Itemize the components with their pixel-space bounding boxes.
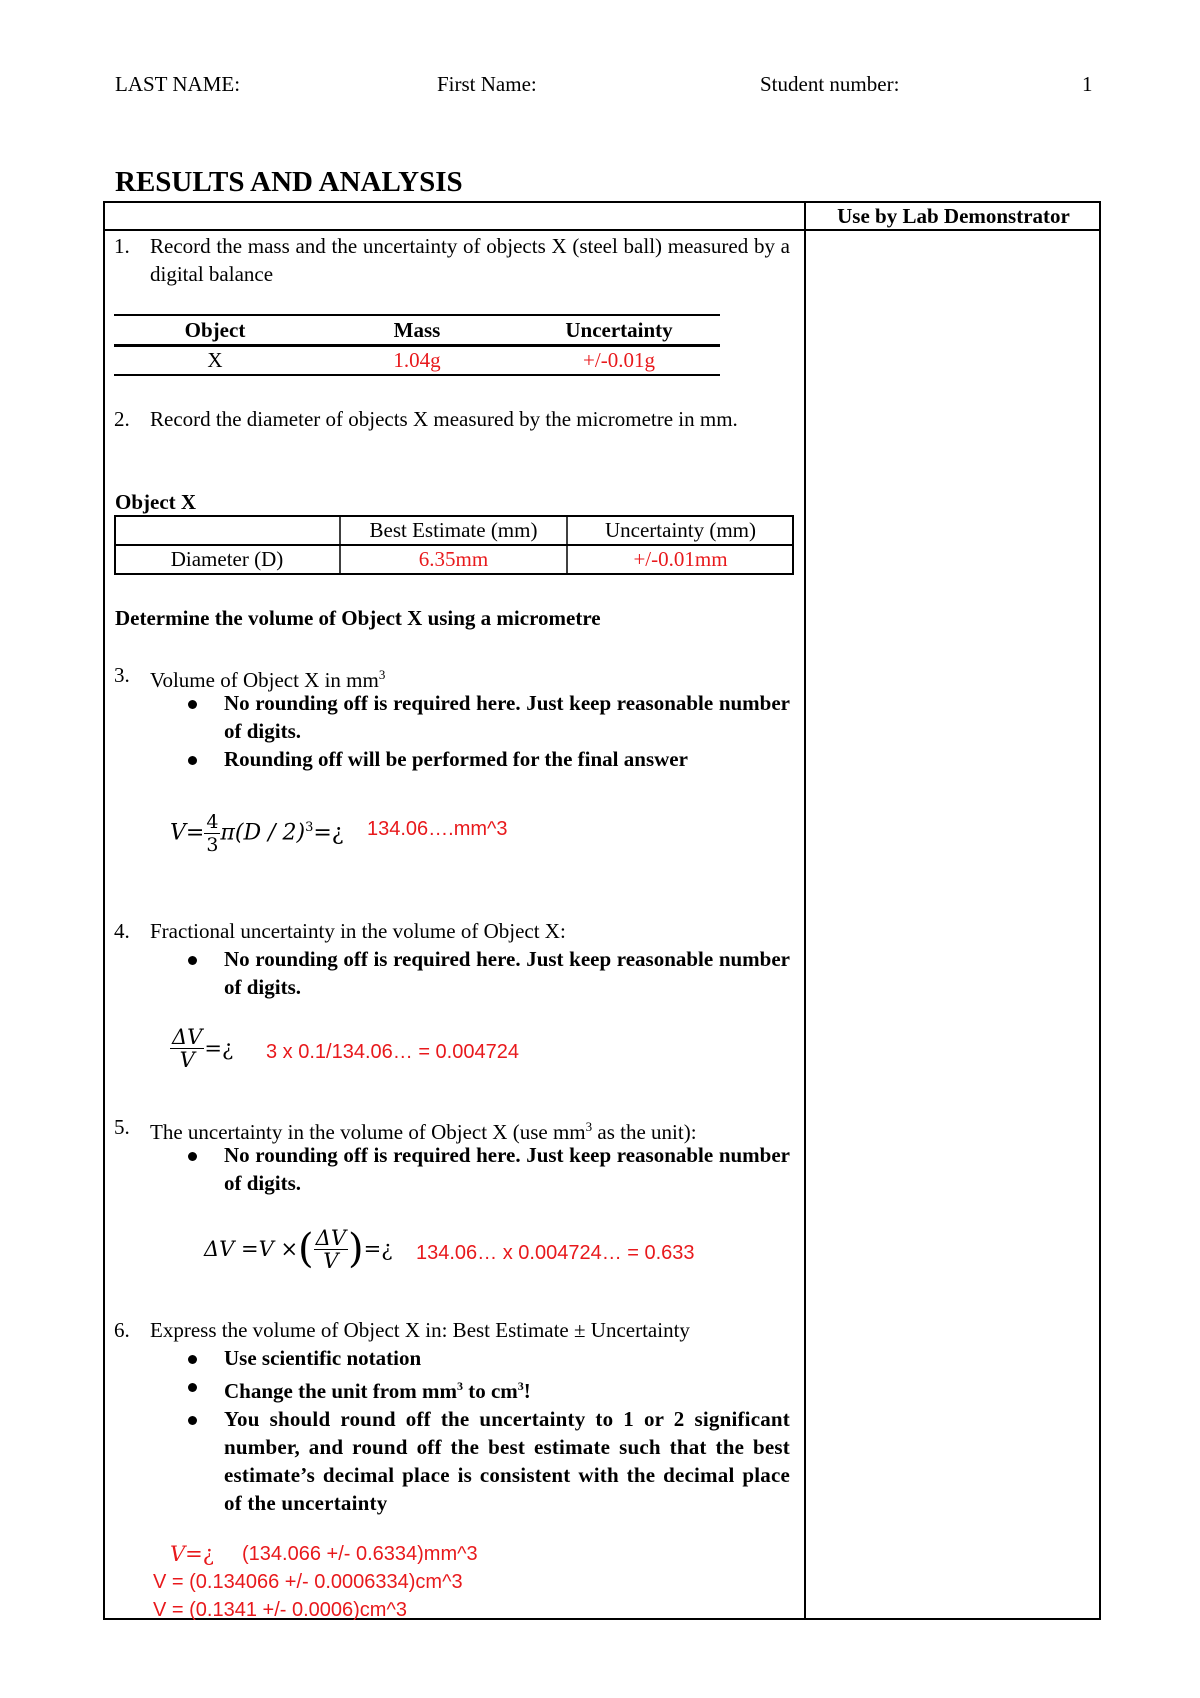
diameter-table — [114, 515, 794, 575]
bullet-icon — [188, 756, 197, 765]
mass-uncertainty-value: +/-0.01g — [583, 348, 655, 372]
final-answer-cm3-unrounded: V = (0.134066 +/- 0.0006334)cm^3 — [153, 1571, 463, 1593]
final-answer-cm3-rounded: V = (0.1341 +/- 0.0006)cm^3 — [153, 1599, 407, 1621]
header-row-divider — [103, 229, 1101, 231]
bullet-icon — [188, 956, 197, 965]
q3-number: 3. — [114, 663, 130, 687]
final-answer-mm3: (134.066 +/- 0.6334)mm^3 — [242, 1543, 478, 1565]
q6-bullets: Use scientific notation Change the unit from $mm^3$ to $cm^3$! You should round off the uncertainty to 1 or 2 significant number, and round off the best estimate such that the best estimate’s decimal place is consistent with the decimal place of the uncertainty — [224, 1344, 790, 1517]
q2-number: 2. — [114, 407, 130, 431]
diameter-uncertainty-value: +/-0.01mm — [633, 547, 728, 571]
mass-table-bottom-rule — [114, 374, 720, 376]
q3-text: Volume of Object X in $mm^3$ — [150, 667, 386, 692]
q3-bullets: No rounding off is required here. Just keep reasonable number of digits. Rounding off will be performed for the final answer — [224, 689, 790, 773]
volume-uncertainty-answer: 134.06… x 0.004724… = 0.633 — [416, 1242, 695, 1264]
mass-table-header-mass: Mass — [393, 318, 441, 342]
q6-text: Express the volume of Object X in: Best Estimate ± Uncertainty — [150, 1318, 690, 1342]
bullet-icon — [188, 700, 197, 709]
diameter-best-estimate-value: 6.35mm — [418, 547, 489, 571]
q1-text: Record the mass and the uncertainty of objects X (steel ball) measured by a digital balance — [150, 234, 790, 286]
q5-bullets: No rounding off is required here. Just keep reasonable number of digits. — [224, 1141, 790, 1197]
q4-text: Fractional uncertainty in the volume of Object X: — [150, 919, 566, 943]
q4-bullets: No rounding off is required here. Just keep reasonable number of digits. — [224, 945, 790, 1001]
mass-table-object-value: X — [207, 348, 223, 372]
fractional-uncertainty-answer: 3 x 0.1/134.06… = 0.004724 — [266, 1041, 519, 1063]
mass-value: 1.04g — [393, 348, 441, 372]
bullet-icon — [188, 1355, 197, 1364]
object-x-label: Object X — [115, 490, 197, 514]
q1-number: 1. — [114, 234, 130, 258]
diameter-row-label: Diameter (D) — [170, 547, 284, 571]
student-number-label: Student number: — [760, 72, 900, 96]
column-divider — [804, 201, 806, 1620]
volume-formula: V= $\frac{4}{3}$ π(D / 2)$^3$=¿ — [170, 810, 344, 856]
q5-text: The uncertainty in the volume of Object X (use $mm^3$ as the unit): — [150, 1119, 697, 1144]
demonstrator-column-heading: Use by Lab Demonstrator — [837, 204, 1070, 228]
q4-number: 4. — [114, 919, 130, 943]
q5-number: 5. — [114, 1115, 130, 1139]
last-name-label: LAST NAME: — [115, 72, 241, 96]
section-heading: Determine the volume of Object X using a micrometre — [115, 606, 601, 630]
q2-text: Record the diameter of objects X measured by the micrometre in mm. — [150, 407, 738, 431]
mass-table-header-uncertainty: Uncertainty — [565, 318, 673, 342]
page-title: RESULTS AND ANALYSIS — [115, 166, 463, 198]
final-volume-formula: V=¿ — [170, 1542, 215, 1566]
page-number: 1 — [1082, 72, 1093, 96]
diameter-table-header-uncertainty: Uncertainty (mm) — [604, 518, 757, 542]
diameter-table-header-blank — [114, 516, 340, 545]
bullet-icon — [188, 1152, 197, 1161]
volume-uncertainty-formula: ΔV =V ×( $\frac{\Delta V}{V}$ )=¿ — [204, 1225, 393, 1273]
bullet-icon — [188, 1416, 197, 1425]
bullet-icon — [188, 1383, 197, 1392]
mass-table-top-rule — [114, 314, 720, 316]
volume-answer: 134.06….mm^3 — [367, 818, 508, 840]
diameter-table-header-best-estimate: Best Estimate (mm) — [369, 518, 538, 542]
fractional-uncertainty-formula: $\frac{\Delta V}{V}$ =¿ — [172, 1025, 234, 1072]
q6-number: 6. — [114, 1318, 130, 1342]
mass-table-header-object: Object — [184, 318, 246, 342]
first-name-label: First Name: — [437, 72, 537, 96]
